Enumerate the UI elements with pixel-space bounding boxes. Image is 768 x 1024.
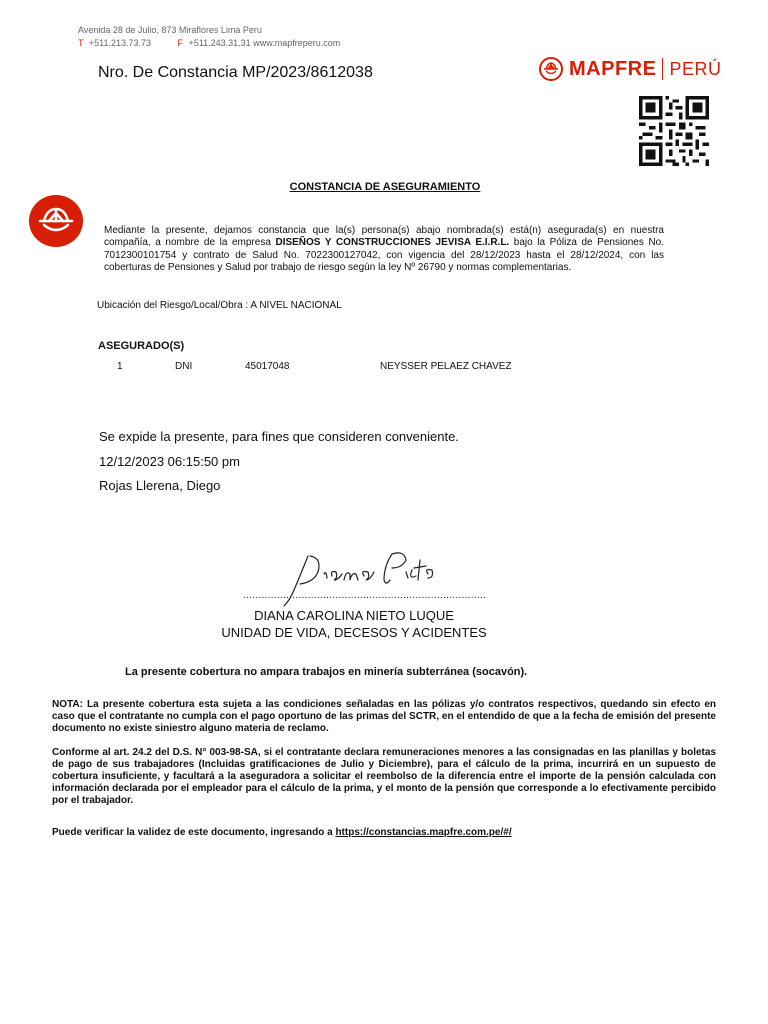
verification-line: Puede verificar la validez de este documento, ingresando a https://constancias.mapfre.com.pe/#/ — [52, 827, 512, 838]
logo-divider — [662, 58, 663, 80]
coverage-exclusion: La presente cobertura no ampara trabajos en minería subterránea (socavón). — [125, 666, 528, 678]
issued-by: Rojas Llerena, Diego — [99, 478, 221, 493]
phone-label: T — [78, 38, 84, 48]
phone-number: +511.213.73.73 — [88, 38, 152, 48]
constancia-paragraph: Mediante la presente, dejamos constancia que la(s) persona(s) abajo nombrada(s) está(n) asegurada(s) en nuestra compañía, a nombre de la empresa DISEÑOS Y CONSTRUCCIONES JEVISA E.I.R.L. bajo la Póliza de Pensiones No. 7012300101754 y contrato de Salud No. 7022300127042, con vigencia del 28/12/2023 hasta el 28/12/2024, con las coberturas de Pensiones y Salud por trabajo de riesgo según la ley Nº 26790 y normas complementarias. — [104, 225, 665, 273]
company-contacts — [78, 37, 340, 50]
constancia-number: Nro. De Constancia MP/2023/8612038 — [98, 64, 373, 81]
issue-statement: Se expide la presente, para fines que consideren conveniente. — [99, 429, 459, 444]
verification-link[interactable]: https://constancias.mapfre.com.pe/#/ — [335, 827, 512, 838]
insured-doc-type: DNI — [175, 361, 193, 372]
fax-label: F — [177, 38, 184, 48]
fax-and-web: +511.243.31.31 www.mapfreperu.com — [188, 38, 341, 48]
signer-name: DIANA CAROLINA NIETO LUQUE — [254, 608, 454, 623]
company-name: DISEÑOS Y CONSTRUCCIONES JEVISA E.I.R.L. — [275, 237, 510, 249]
legal-paragraph: Conforme al art. 24.2 del D.S. N° 003-98-SA, si el contratante declara remuneraciones menores a las consignadas en las planillas y boletas de pago de sus trabajadores (Incluidas gratificaciones de Julio y Diciembre), para el cálculo de la prima, incurrirá en un supuesto de cobertura insuficiente, y facultará a la aseguradora a solicitar el reembolso de la diferencia entre el importe de la pensión calculada con información declarada por el empleador para el cálculo de la prima, y el monto de la pensión que corresponde a lo efectivamente percibido por el trabajador. — [52, 747, 716, 806]
mapfre-logo — [539, 57, 721, 81]
document-title: CONSTANCIA DE ASEGURAMIENTO — [289, 181, 481, 193]
mapfre-logo-icon — [539, 57, 563, 81]
risk-location: Ubicación del Riesgo/Local/Obra : A NIVEL NACIONAL — [97, 300, 342, 311]
company-address: Avenida 28 de Julio, 873 Miraflores Lima Peru — [78, 25, 262, 35]
insured-doc-number: 45017048 — [245, 361, 290, 372]
mapfre-seal-icon — [29, 195, 83, 247]
signature-line: ............................................................................... — [243, 590, 487, 601]
qr-code-icon — [638, 96, 710, 166]
note-paragraph: NOTA: La presente cobertura esta sujeta a las condiciones señaladas en las pólizas y/o contratos respectivos, quedando sin efecto en caso que el contratante no cumpla con el pago oportuno de las primas del SCTR, en el entendido de que a la fecha de emisión del presente documento no existe siniestro alguno materia de reclamo. — [52, 699, 716, 734]
company-address-block — [78, 24, 340, 50]
logo-brand: MAPFRE — [569, 57, 657, 80]
insured-number: 1 — [117, 361, 123, 372]
issue-date: 12/12/2023 06:15:50 pm — [99, 454, 240, 469]
insured-heading: ASEGURADO(S) — [98, 340, 185, 352]
logo-country: PERÚ — [669, 58, 722, 79]
signer-unit: UNIDAD DE VIDA, DECESOS Y ACIDENTES — [221, 625, 487, 640]
insured-name: NEYSSER PELAEZ CHAVEZ — [380, 361, 512, 372]
